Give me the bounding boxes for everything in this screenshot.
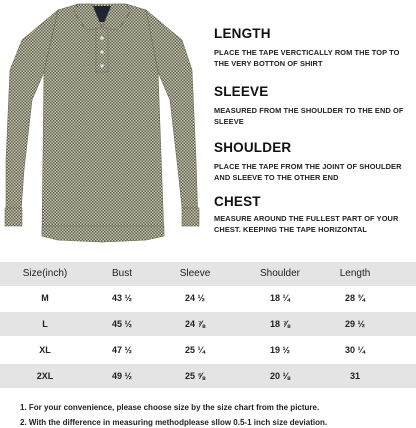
shoulder-cell: 18 ⅞ (269, 319, 291, 329)
shoulder-desc: PLACE THE TAPE FROM THE JOINT OF SHOULDER AND SLEEVE TO THE OTHER END (214, 162, 402, 182)
length-cell: 29 ½ (344, 319, 366, 329)
note-2: 2. With the difference in measuring methodplease sllow 0.5-1 inch size deviation. (20, 418, 328, 427)
length-title: LENGTH (214, 26, 271, 41)
bust-cell: 45 ½ (111, 319, 133, 329)
sleeve-cell: 25 ⅝ (184, 371, 206, 381)
sleeve-desc: MEASURED FROM THE SHOULDER TO THE END OF SLEEVE (214, 106, 404, 126)
note-1: 1. For your convenience, please choose size by the size chart from the picture. (20, 403, 320, 412)
shirt-illustration (2, 0, 202, 246)
shoulder-cell: 19 ½ (269, 345, 291, 355)
size-cell: L (42, 319, 48, 329)
table-row (0, 364, 416, 388)
header-length: Length (339, 268, 371, 279)
bust-cell: 49 ½ (111, 371, 133, 381)
table-row (0, 286, 416, 310)
chest-title: CHEST (214, 194, 261, 209)
sleeve-cell: 24 ½ (184, 293, 206, 303)
header-shoulder: Shoulder (259, 268, 301, 279)
size-cell: XL (39, 345, 51, 355)
sleeve-cell: 24 ⅞ (184, 319, 206, 329)
chest-desc: MEASURE AROUND THE FULLEST PART OF YOUR CHEST. KEEPING THE TAPE HORIZONTAL (214, 214, 399, 234)
header-size: Size(inch) (22, 268, 68, 279)
table-row (0, 312, 416, 336)
header-bust: Bust (111, 268, 132, 279)
bust-cell: 43 ½ (111, 293, 133, 303)
bust-cell: 47 ½ (111, 345, 133, 355)
shoulder-title: SHOULDER (214, 140, 292, 155)
sleeve-title: SLEEVE (214, 84, 269, 99)
length-cell: 31 (349, 371, 360, 381)
table-row (0, 338, 416, 362)
table-header-row (0, 262, 416, 286)
length-cell: 28 ¾ (344, 293, 366, 303)
size-cell: M (41, 293, 49, 303)
size-cell: 2XL (36, 371, 54, 381)
shoulder-cell: 20 ⅛ (269, 371, 291, 381)
product-image (2, 0, 202, 246)
header-sleeve: Sleeve (179, 268, 211, 279)
shoulder-cell: 18 ¼ (269, 293, 291, 303)
sleeve-cell: 25 ¼ (184, 345, 206, 355)
length-desc: PLACE THE TAPE VERCTICALLY ROM THE TOP TO THE VERY BOTTON OF SHIRT (214, 48, 400, 68)
size-notes (20, 400, 410, 428)
length-cell: 30 ¼ (344, 345, 366, 355)
